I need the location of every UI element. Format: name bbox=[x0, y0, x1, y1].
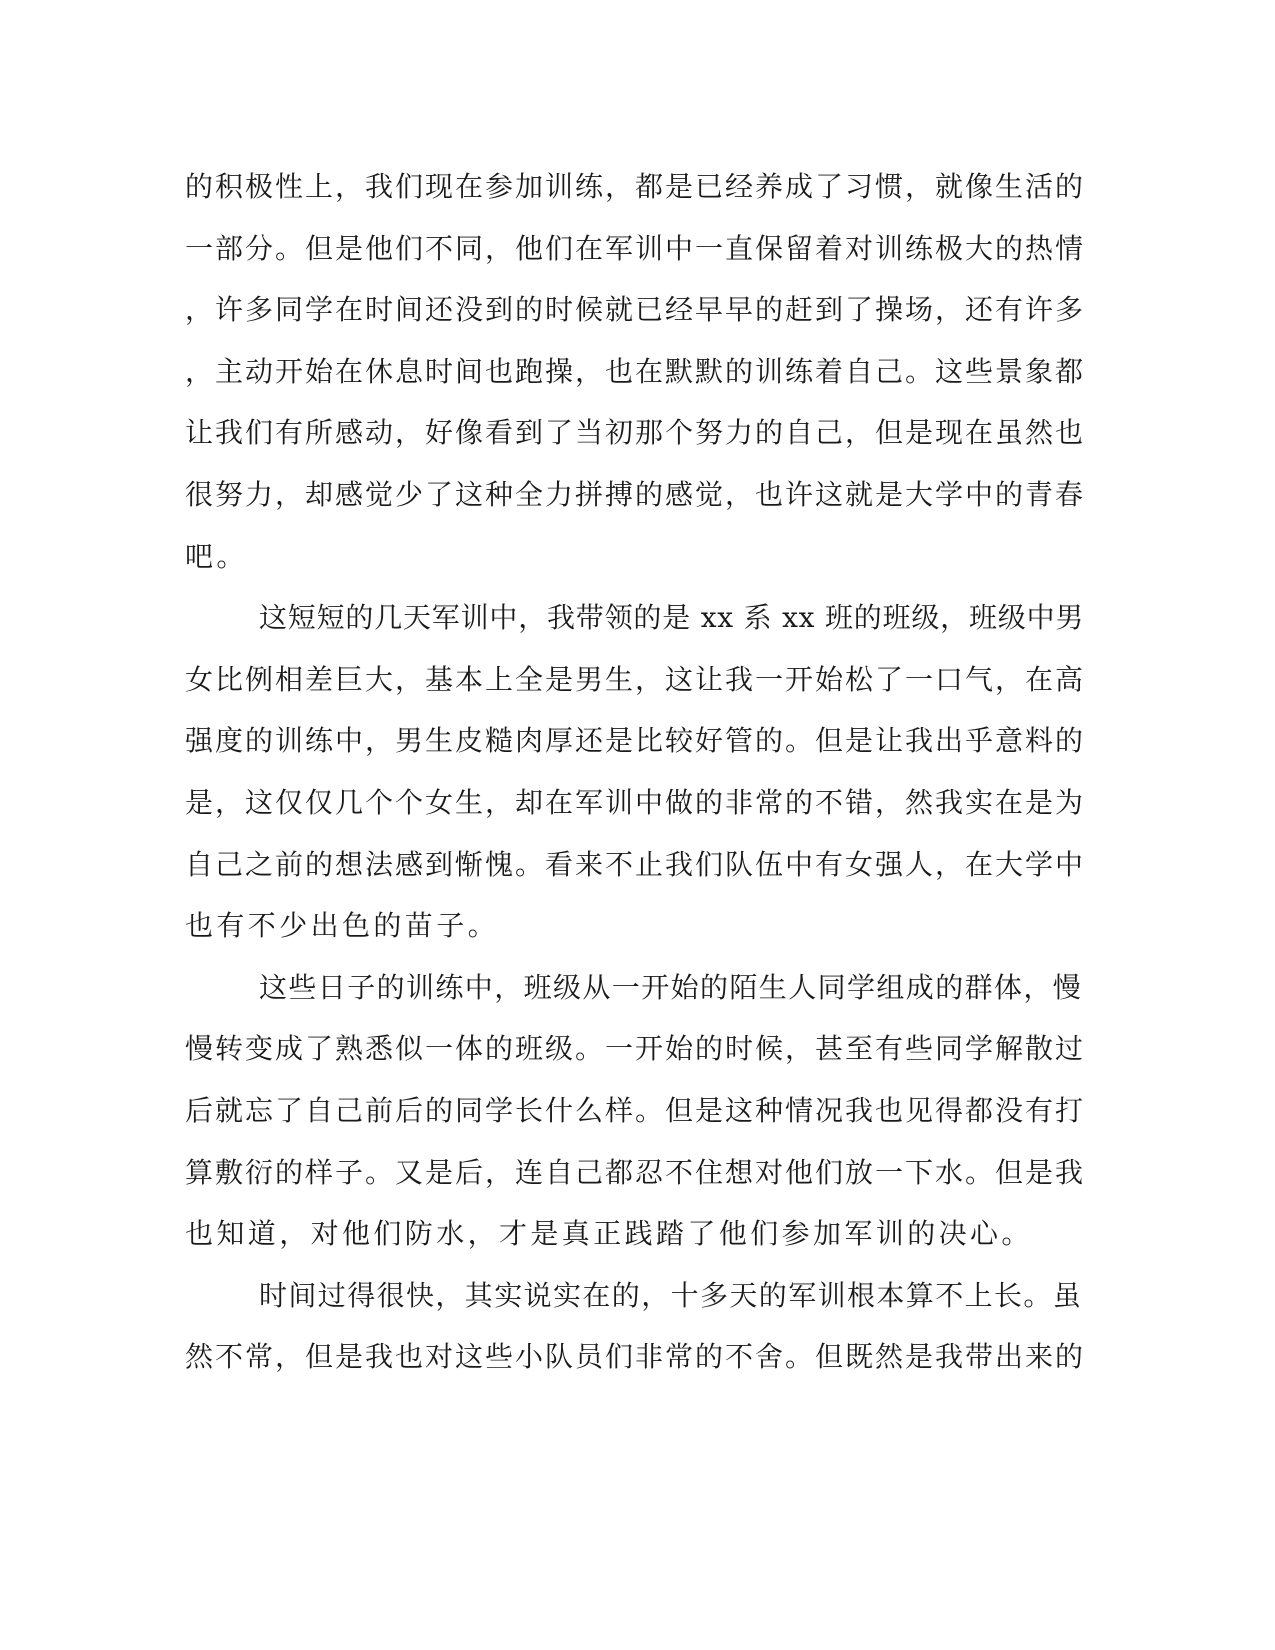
text-line: 算敷衍的样子。又是后，连自己都忍不住想对他们放一下水。但是我 bbox=[185, 1155, 1086, 1189]
text-line: 女比例相差巨大，基本上全是男生，这让我一开始松了一口气，在高 bbox=[185, 662, 1086, 696]
paragraph-first-line: 这短短的几天军训中，我带领的是 xx 系 xx 班的班级，班级中男 bbox=[259, 601, 1085, 635]
document-body-text bbox=[185, 156, 1085, 1388]
paragraph-first-line: 这些日子的训练中，班级从一开始的陌生人同学组成的群体，慢 bbox=[259, 970, 1083, 1004]
text-line: 让我们有所感动，好像看到了当初那个努力的自己，但是现在虽然也 bbox=[185, 416, 1086, 450]
text-line: 后就忘了自己前后的同学长什么样。但是这种情况我也见得都没有打 bbox=[185, 1093, 1086, 1127]
text-line: 然不常，但是我也对这些小队员们非常的不舍。但既然是我带出来的 bbox=[185, 1340, 1086, 1374]
text-line: 也有不少出色的苗子。 bbox=[185, 909, 500, 943]
text-line: 强度的训练中，男生皮糙肉厚还是比较好管的。但是让我出乎意料的 bbox=[185, 724, 1086, 758]
text-line: 的积极性上，我们现在参加训练，都是已经养成了习惯，就像生活的 bbox=[185, 170, 1086, 203]
text-line: ，主动开始在休息时间也跑操，也在默默的训练着自己。这些景象都 bbox=[185, 354, 1086, 388]
text-line: 也知道，对他们防水，才是真正践踏了他们参加军训的决心。 bbox=[185, 1217, 1033, 1251]
text-line: 自己之前的想法感到惭愧。看来不止我们队伍中有女强人，在大学中 bbox=[185, 847, 1086, 881]
text-line: 一部分。但是他们不同，他们在军训中一直保留着对训练极大的热情 bbox=[185, 231, 1086, 265]
text-line: 慢转变成了熟悉似一体的班级。一开始的时候，甚至有些同学解散过 bbox=[185, 1032, 1086, 1066]
text-line: 很努力，却感觉少了这种全力拼搏的感觉，也许这就是大学中的青春 bbox=[185, 477, 1086, 511]
paragraph-first-line: 时间过得很快，其实说实在的，十多天的军训根本算不上长。虽 bbox=[259, 1278, 1083, 1312]
text-line: ，许多同学在时间还没到的时候就已经早早的赶到了操场，还有许多 bbox=[185, 293, 1086, 327]
text-line: 吧。 bbox=[185, 539, 248, 573]
text-line: 是，这仅仅几个个女生，却在军训中做的非常的不错，然我实在是为 bbox=[185, 785, 1086, 819]
